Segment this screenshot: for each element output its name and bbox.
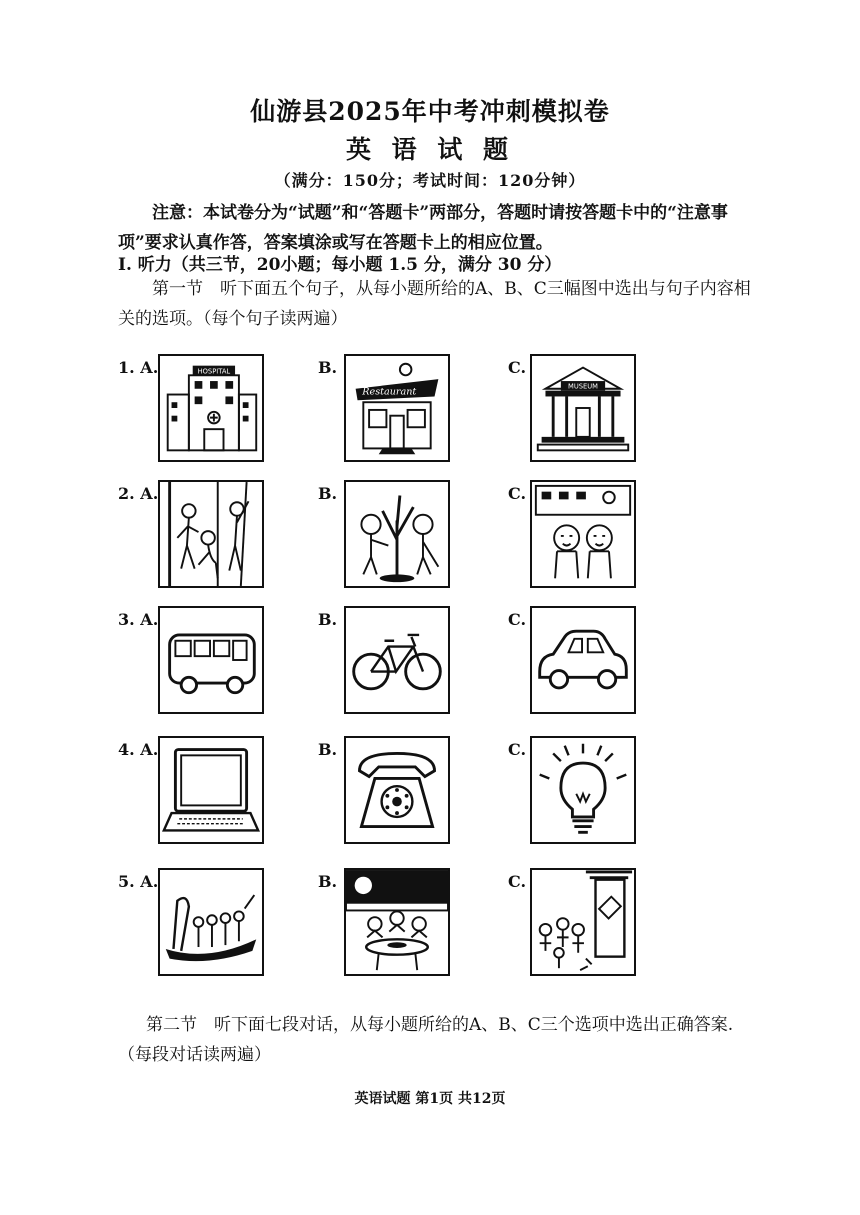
notice-text: 注意：本试卷分为“试题”和“答题卡”两部分，答题时请按答题卡中的“注意事项”要求认真作答，答案填涂或写在答题卡上的相应位置。 — [118, 203, 728, 253]
option-b-label: B. — [318, 872, 338, 891]
car-icon[interactable] — [530, 606, 636, 714]
bus-icon[interactable] — [158, 606, 264, 714]
option-c-label: C. — [508, 740, 527, 759]
option-c-label: C. — [508, 358, 527, 377]
bicycle-icon[interactable] — [344, 606, 450, 714]
dragon-boat-icon[interactable] — [158, 868, 264, 976]
part1-heading: Ⅰ. 听力（共三节，20小题；每小题 1.5 分，满分 30 分） — [118, 255, 562, 275]
hospital-sign: HOSPITAL — [197, 367, 231, 376]
option-b-label: B. — [318, 358, 338, 377]
exam-title: 仙游县2025年中考冲刺模拟卷 — [250, 97, 610, 126]
spring-festival-icon[interactable] — [530, 868, 636, 976]
question-2-label: 2. A. — [118, 484, 159, 503]
question-1-label: 1. A. — [118, 358, 159, 377]
restaurant-sign: Restaurant — [362, 386, 417, 398]
kids-at-school-icon[interactable] — [530, 480, 636, 588]
exam-subject: 英 语 试 题 — [345, 135, 515, 164]
option-c-label: C. — [508, 872, 527, 891]
mid-autumn-family-icon[interactable] — [344, 868, 450, 976]
option-c-label: C. — [508, 484, 527, 503]
section2-instructions: 第二节 听下面七段对话，从每小题所给的A、B、C三个选项中选出正确答案.（每段对话读两遍） — [118, 1015, 734, 1065]
kids-cleaning-icon[interactable] — [158, 480, 264, 588]
kids-planting-tree-icon[interactable] — [344, 480, 450, 588]
exam-meta: （满分：150分；考试时间：120分钟） — [274, 171, 586, 190]
question-5-label: 5. A. — [118, 872, 159, 891]
telephone-icon[interactable] — [344, 736, 450, 844]
restaurant-icon[interactable] — [344, 354, 450, 462]
museum-icon[interactable] — [530, 354, 636, 462]
option-b-label: B. — [318, 484, 338, 503]
option-b-label: B. — [318, 740, 338, 759]
page-footer: 英语试题 第1页 共12页 — [354, 1091, 506, 1107]
light-bulb-icon[interactable] — [530, 736, 636, 844]
museum-sign: MUSEUM — [568, 382, 598, 391]
laptop-icon[interactable] — [158, 736, 264, 844]
option-c-label: C. — [508, 610, 527, 629]
option-b-label: B. — [318, 610, 338, 629]
section1-instructions: 第一节 听下面五个句子，从每小题所给的A、B、C三幅图中选出与句子内容相关的选项。（每个句子读两遍） — [118, 279, 751, 329]
question-4-label: 4. A. — [118, 740, 159, 759]
hospital-icon[interactable] — [158, 354, 264, 462]
question-3-label: 3. A. — [118, 610, 159, 629]
